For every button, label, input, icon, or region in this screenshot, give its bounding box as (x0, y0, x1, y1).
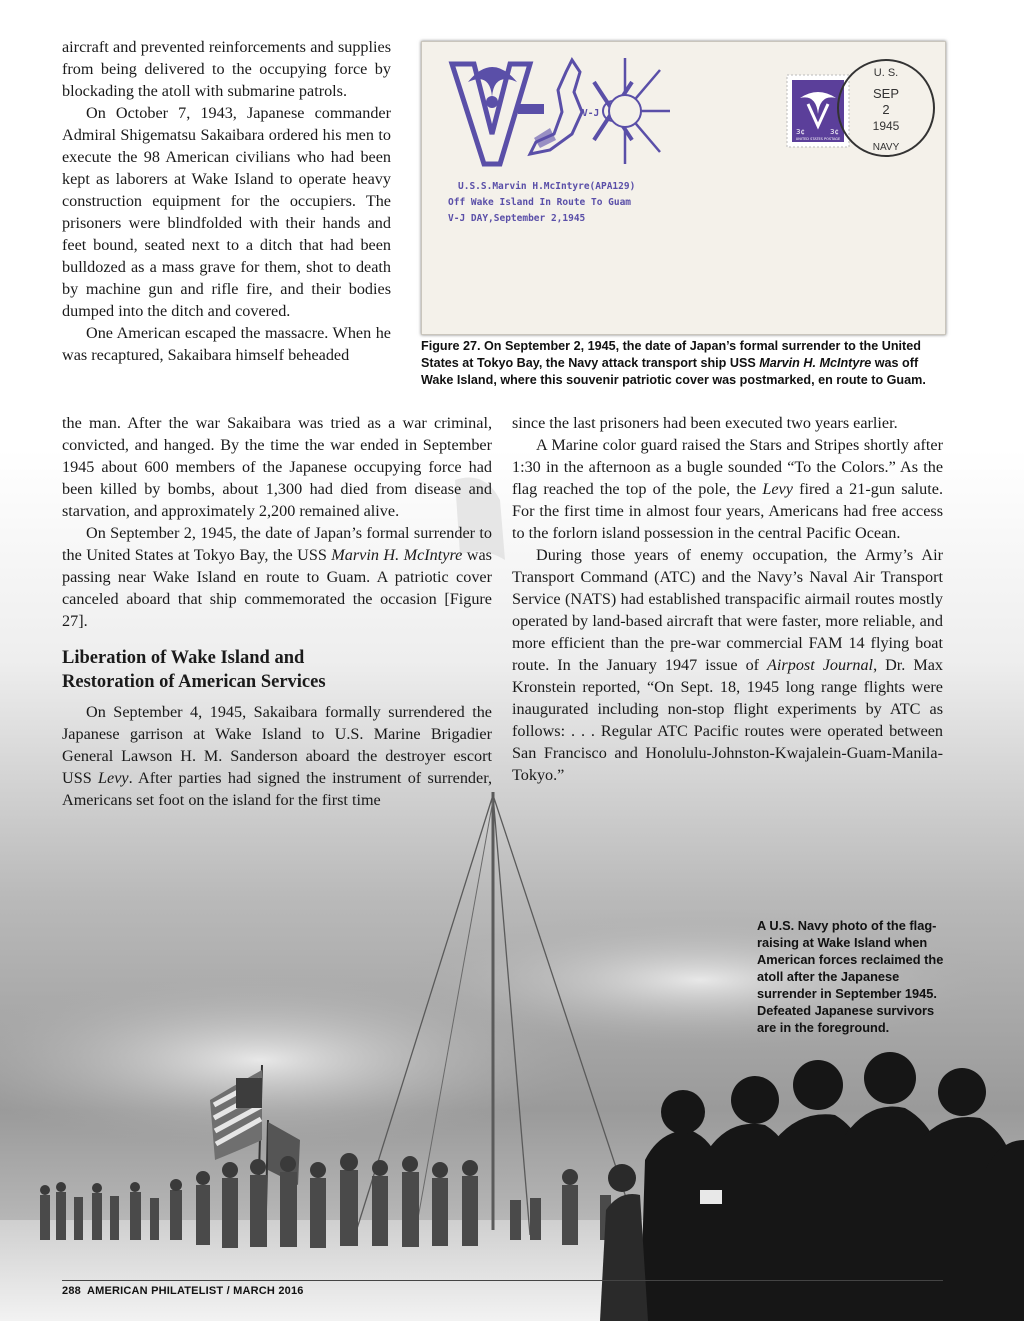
caption-text: Figure 27. On September 2, 1945, the date of Japan’s formal surrender to the United States at Tokyo Bay, the Navy attack transport ship USS (421, 339, 921, 370)
stamp-country: UNITED STATES POSTAGE (795, 137, 841, 141)
postmark-line-1: U. S. (873, 67, 899, 79)
text-run: A Marine color guard raised the Stars and Stripes shortly after 1:30 in the afternoon as a bugle sounded “To the Colors.” As the flag reached the top of the pole, the (512, 436, 943, 498)
photo-caption: A U.S. Navy photo of the flag-raising at Wake Island when American forces reclaimed the atoll after the Japanese surrender in September 1945. Defeated Japanese survivors are in the foreground. (757, 918, 944, 1035)
text-run: was passing near Wake Island en route to Guam. A patriotic cover canceled aboard that ship commemorated the occasion [Figure 27]. (62, 546, 492, 630)
postmark-year: 1945 (872, 119, 900, 133)
section-heading (62, 646, 492, 694)
paragraph: since the last prisoners had been executed two years earlier. (512, 414, 898, 432)
postmark (838, 60, 934, 156)
heading-line-2: Restoration of American Services (62, 672, 326, 692)
paragraph: the man. After the war Sakaibara was tried as a war criminal, convicted, and hanged. By the time the war ended in September 1945 about 600 members of the Japanese occupying force had been killed by bombs, about 1,300 had died from disease and starvation, and approximately 2,200 remained alive. (62, 414, 492, 520)
column-1-main-text (62, 412, 492, 811)
text-run: , Dr. Max Kronstein reported, “On Sept. 18, 1945 long range flights were inaugurated including non-stop flight experiments by ATC as follows: . . . Regular ATC Pacific routes were operated between San Francisco and Honolulu-Johnston-Kwajalein-Guam-Manila-Tokyo.” (512, 656, 943, 784)
postmark-month: SEP (872, 86, 900, 101)
caption-text: was off Wake Island, where this souvenir patriotic cover was postmarked, en route to Guam. (421, 356, 926, 387)
caption-ship-name: Marvin H. McIntyre (759, 356, 872, 370)
paragraph: One American escaped the massacre. When he was recaptured, Sakaibara himself beheaded (62, 324, 391, 364)
ship-name: Levy (98, 769, 129, 787)
cover-text-line-1: U.S.S.Marvin H.McIntyre(APA129) (458, 181, 636, 192)
stamp-denomination-left: 3¢ (796, 128, 805, 136)
text-run: . After parties had signed the instrument of surrender, Americans set foot on the island for the first time (62, 769, 492, 809)
paragraph (512, 434, 943, 544)
paragraph: On October 7, 1943, Japanese commander Admiral Shigematsu Sakaibara ordered his men to execute the 98 American civilians who had been kept as laborers at Wake Island to operate heavy construction equipment for the occupiers. The prisoners were blindfolded with their hands and feet bound, seated next to a ditch that had been bulldozed as a mass grave for them, shot to death by machine gun and rifle fire, and their bodies dumped into the ditch and covered. (62, 104, 391, 320)
text-run: On September 4, 1945, Sakaibara formally surrendered the Japanese garrison at Wake Island to U.S. Marine Brigadier General Lawson H. M. Sanderson aboard the destroyer escort USS (62, 703, 492, 787)
postmark-bottom: NAVY (872, 142, 900, 153)
paragraph (512, 544, 943, 786)
publication-name: AMERICAN PHILATELIST / MARCH 2016 (86, 1285, 304, 1297)
text-run: fired a 21-gun salute. For the first time in almost four years, Americans had free access to the forlorn island possession in the central Pacific Ocean. (512, 480, 944, 542)
patriotic-cover-drawing (422, 42, 945, 334)
text-run: On September 2, 1945, the date of Japan’s formal surrender to the United States at Tokyo Bay, the USS (62, 524, 492, 564)
ship-name: Marvin H. McIntyre (331, 546, 463, 564)
column-2-text (512, 412, 943, 786)
paragraph (62, 522, 492, 632)
stamp-denomination-right: 3¢ (830, 128, 839, 136)
cachet-letters: V-J (582, 108, 600, 119)
heading-line-1: Liberation of Wake Island and (62, 648, 305, 668)
ship-name: Levy (762, 480, 793, 498)
paragraph (62, 701, 492, 811)
page-number: 288 (62, 1285, 81, 1297)
paragraph: aircraft and prevented reinforcements and supplies from being delivered to the occupying force by blockading the atoll with submarine patrols. (62, 38, 391, 100)
column-1-top-text (62, 36, 391, 366)
figure-27-caption (421, 338, 946, 389)
text-run: During those years of enemy occupation, the Army’s Air Transport Command (ATC) and the Navy’s Naval Air Transport Service (NATS) had established transpacific airmail routes mostly operated by land-based aircraft that were faster, more reliable, and more efficient than the pre-war commercial FAM 14 flying boat route. In the January 1947 issue of (512, 546, 943, 674)
figure-27-cover-image (421, 41, 946, 335)
page-footer (62, 1285, 304, 1297)
cover-text-line-2: Off Wake Island In Route To Guam (448, 197, 632, 208)
cover-text-line-3: V-J DAY,September 2,1945 (448, 213, 586, 224)
postage-stamp (787, 75, 849, 147)
postmark-day: 2 (882, 102, 890, 117)
footer-rule (62, 1280, 943, 1281)
journal-name: Airpost Journal (767, 656, 874, 674)
